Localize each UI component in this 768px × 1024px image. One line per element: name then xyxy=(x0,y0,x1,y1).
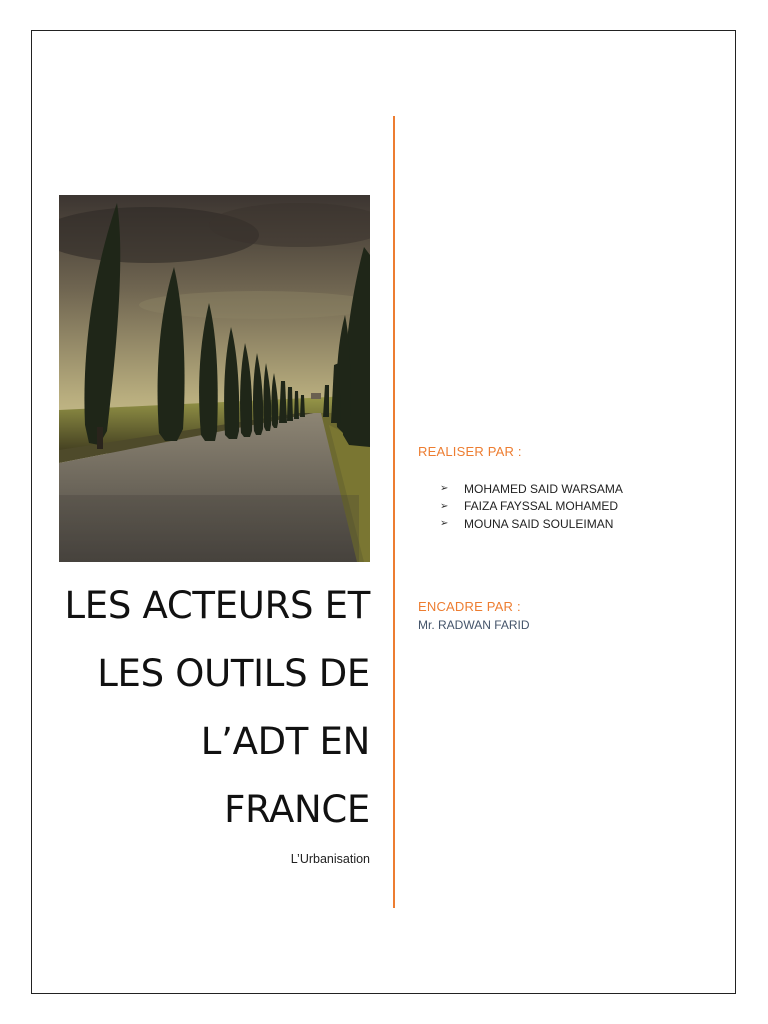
title-line: FRANCE xyxy=(224,788,370,831)
arrowhead-bullet-icon: ➢ xyxy=(440,518,449,530)
title-line: LES ACTEURS ET xyxy=(64,584,370,627)
supervisor-name: Mr. RADWAN FARID xyxy=(418,618,530,632)
realiser-heading: REALISER PAR : xyxy=(418,444,522,459)
title-line: LES OUTILS DE xyxy=(97,652,370,695)
document-title xyxy=(40,572,370,844)
arrowhead-bullet-icon: ➢ xyxy=(440,483,449,495)
arrowhead-bullet-icon: ➢ xyxy=(440,500,449,512)
list-item xyxy=(440,498,623,516)
member-name: MOUNA SAID SOULEIMAN xyxy=(464,516,614,531)
vertical-divider xyxy=(393,116,395,908)
member-name: FAIZA FAYSSAL MOHAMED xyxy=(464,499,619,514)
members-list xyxy=(440,480,623,533)
member-name: MOHAMED SAID WARSAMA xyxy=(464,481,623,496)
encadre-heading: ENCADRE PAR : xyxy=(418,599,521,614)
list-item xyxy=(440,480,623,498)
cover-photo xyxy=(59,195,370,562)
title-line: L’ADT EN xyxy=(200,720,370,763)
list-item xyxy=(440,515,623,533)
document-subtitle: L’Urbanisation xyxy=(290,852,370,866)
